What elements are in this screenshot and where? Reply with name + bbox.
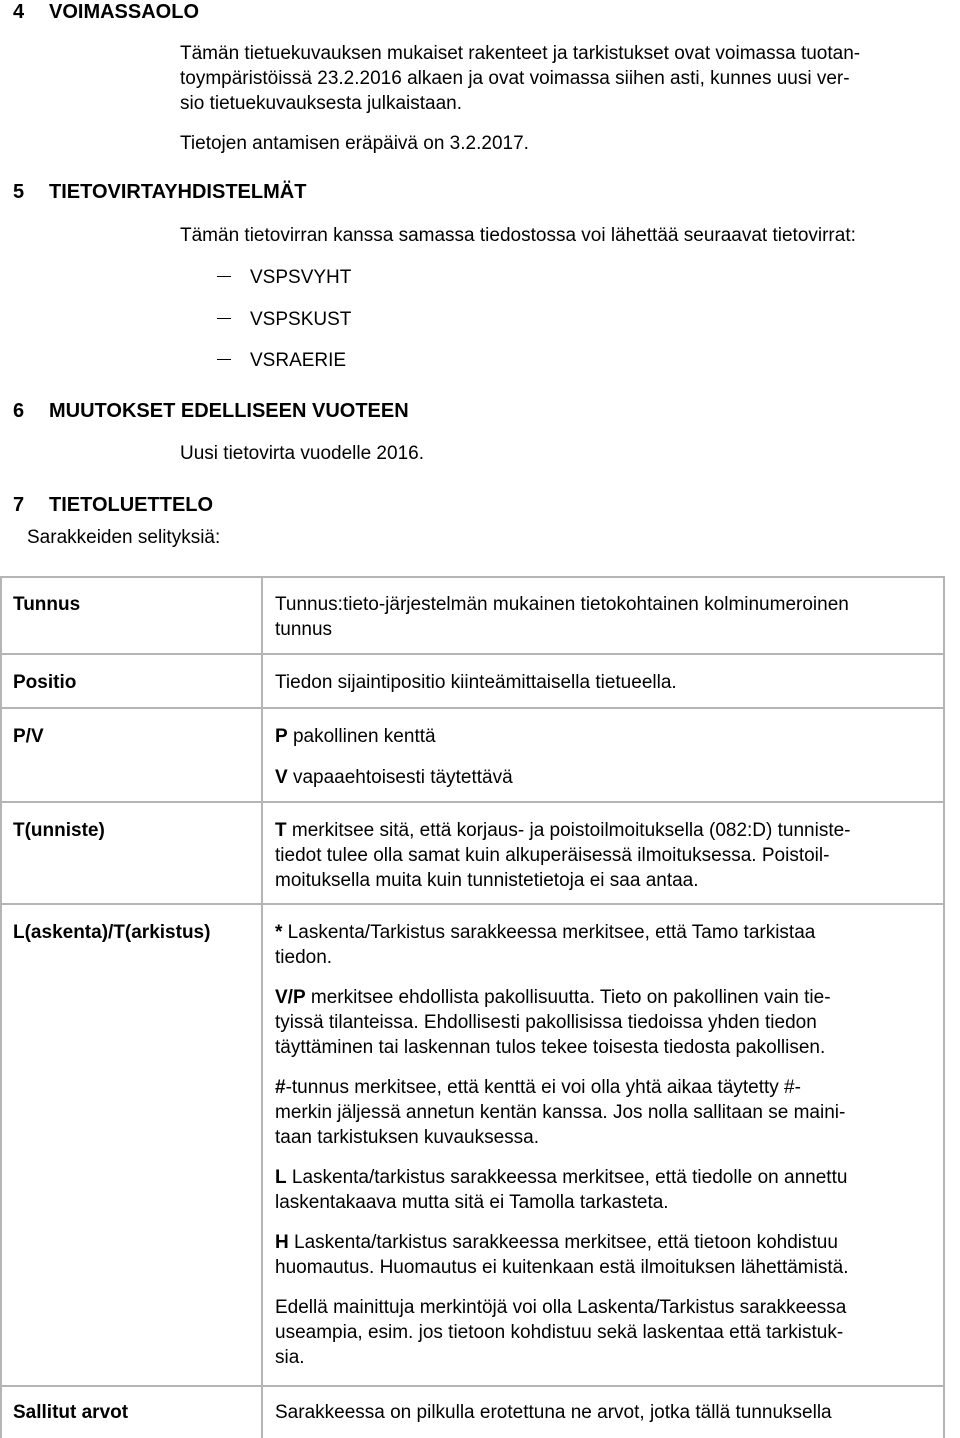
row-description-laskenta-tarkistus — [275, 920, 935, 1370]
code-key: L — [275, 1167, 287, 1188]
code-key: V — [275, 767, 288, 788]
due-date-text: Tietojen antamisen eräpäivä on 3.2.2017. — [180, 133, 529, 154]
description-line: moituksella muita kuin tunnistetietoja ei saa antaa. — [275, 870, 699, 891]
row-description-positio — [275, 670, 935, 695]
dash-bullet-icon — [217, 359, 231, 360]
description-line: Edellä mainittuja merkintöjä voi olla Laskenta/Tarkistus sarakkeessa — [275, 1297, 847, 1318]
section-title: MUUTOKSET EDELLISEEN VUOTEEN — [49, 400, 409, 422]
row-label-tunnus: Tunnus — [13, 594, 81, 615]
code-key: V/P — [275, 987, 306, 1008]
code-text: merkitsee sitä, että korjaus- ja poistoilmoituksella (082:D) tunniste- — [286, 820, 851, 841]
table-border — [0, 707, 945, 709]
code-text: Laskenta/Tarkistus sarakkeessa merkitsee, että Tamo tarkistaa — [282, 922, 816, 943]
code-key: T — [275, 820, 287, 841]
code-key: * — [275, 922, 283, 943]
description-line — [275, 724, 935, 749]
changes-text: Uusi tietovirta vuodelle 2016. — [180, 443, 424, 464]
paragraph-line: toympäristöissä 23.2.2016 alkaen ja ovat voimassa siihen asti, kunnes uusi ver- — [180, 68, 850, 89]
row-label-pv: P/V — [13, 726, 44, 747]
star-block — [275, 920, 935, 970]
section-number: 4 — [13, 1, 25, 23]
section-7-heading — [13, 493, 213, 518]
columns-subtitle: Sarakkeiden selityksiä: — [27, 527, 221, 548]
code-text: vapaaehtoisesti täytettävä — [287, 767, 513, 788]
list-item — [217, 348, 346, 373]
hash-block — [275, 1075, 935, 1150]
dash-bullet-icon — [217, 318, 231, 319]
description-line: laskentakaava mutta sitä ei Tamolla tarkasteta. — [275, 1192, 669, 1213]
description-line — [275, 1165, 935, 1190]
row-description-tunniste — [275, 818, 935, 893]
list-item-label: VSRAERIE — [250, 350, 347, 371]
section-title: VOIMASSAOLO — [49, 1, 200, 23]
section-6-heading — [13, 399, 409, 424]
row-description-tunnus — [275, 592, 935, 642]
description-line: Tiedon sijaintipositio kiinteämittaisella tietueella. — [275, 672, 677, 693]
description-line: merkin jäljessä annetun kentän kanssa. Jos nolla sallitaan se maini- — [275, 1102, 846, 1123]
list-item-label: VSPSVYHT — [250, 267, 352, 288]
code-text: Laskenta/tarkistus sarakkeessa merkitsee, että tiedolle on annettu — [286, 1167, 848, 1188]
list-item-label: VSPSKUST — [250, 309, 352, 330]
note-block — [275, 1295, 935, 1370]
validity-paragraph — [180, 41, 940, 116]
paragraph-line: sio tietuekuvauksesta julkaistaan. — [180, 93, 462, 114]
description-line — [275, 1075, 935, 1100]
description-line: tiedon. — [275, 947, 333, 968]
table-border — [261, 576, 263, 1438]
description-line: tiedot tulee olla samat kuin alkuperäisessä ilmoituksessa. Poistoil- — [275, 845, 830, 866]
section-number: 5 — [13, 181, 25, 203]
paragraph-line: Tämän tietuekuvauksen mukaiset rakenteet ja tarkistukset ovat voimassa tuotan- — [180, 43, 861, 64]
description-line: sia. — [275, 1347, 305, 1368]
table-border — [0, 903, 945, 905]
description-line: Tunnus:tieto-järjestelmän mukainen tietokohtainen kolminumeroinen — [275, 594, 849, 615]
code-text: pakollinen kenttä — [287, 726, 436, 747]
description-line: Sarakkeessa on pilkulla erotettuna ne arvot, jotka tällä tunnuksella — [275, 1402, 832, 1423]
table-border — [0, 576, 945, 578]
vp-block — [275, 985, 935, 1060]
section-5-heading — [13, 180, 306, 205]
row-description-sallitut-arvot — [275, 1400, 935, 1425]
row-description-pv — [275, 724, 935, 790]
description-line — [275, 985, 935, 1010]
code-text: -tunnus merkitsee, että kenttä ei voi olla yhtä aikaa täytetty #- — [285, 1077, 801, 1098]
description-line: huomautus. Huomautus ei kuitenkaan estä ilmoituksen lähettämistä. — [275, 1257, 849, 1278]
table-border — [0, 576, 2, 1438]
h-block — [275, 1230, 935, 1280]
code-key: # — [275, 1077, 286, 1098]
row-label-laskenta-tarkistus: L(askenta)/T(arkistus) — [13, 922, 211, 943]
list-item — [217, 307, 351, 332]
description-line — [275, 765, 935, 790]
section-title: TIETOVIRTAYHDISTELMÄT — [49, 181, 307, 203]
description-line: tyissä tilanteissa. Ehdollisesti pakollisissa tiedoissa yhden tiedon — [275, 1012, 817, 1033]
code-key: H — [275, 1232, 289, 1253]
description-line: täyttäminen tai laskennan tulos tekee toisesta tiedosta pakollisen. — [275, 1037, 826, 1058]
table-border — [943, 576, 945, 1438]
section-number: 6 — [13, 400, 25, 422]
dash-bullet-icon — [217, 276, 231, 277]
description-line — [275, 1230, 935, 1255]
description-line: taan tarkistuksen kuvauksessa. — [275, 1127, 540, 1148]
row-label-tunniste: T(unniste) — [13, 820, 105, 841]
description-line: useampia, esim. jos tietoon kohdistuu sekä laskentaa että tarkistuk- — [275, 1322, 844, 1343]
row-label-positio: Positio — [13, 672, 77, 693]
code-text: merkitsee ehdollista pakollisuutta. Tieto on pakollinen vain tie- — [305, 987, 831, 1008]
table-border — [0, 801, 945, 803]
row-label-sallitut-arvot: Sallitut arvot — [13, 1402, 129, 1423]
table-border — [0, 1385, 945, 1387]
list-item — [217, 265, 351, 290]
description-line: tunnus — [275, 619, 333, 640]
code-key: P — [275, 726, 288, 747]
section-4-heading — [13, 0, 199, 25]
table-border — [0, 653, 945, 655]
description-line — [275, 818, 935, 843]
code-text: Laskenta/tarkistus sarakkeessa merkitsee, että tietoon kohdistuu — [288, 1232, 838, 1253]
section-number: 7 — [13, 494, 25, 516]
combinations-intro: Tämän tietovirran kanssa samassa tiedostossa voi lähettää seuraavat tietovirrat: — [180, 225, 856, 246]
l-block — [275, 1165, 935, 1215]
section-title: TIETOLUETTELO — [49, 494, 214, 516]
description-line — [275, 920, 935, 945]
